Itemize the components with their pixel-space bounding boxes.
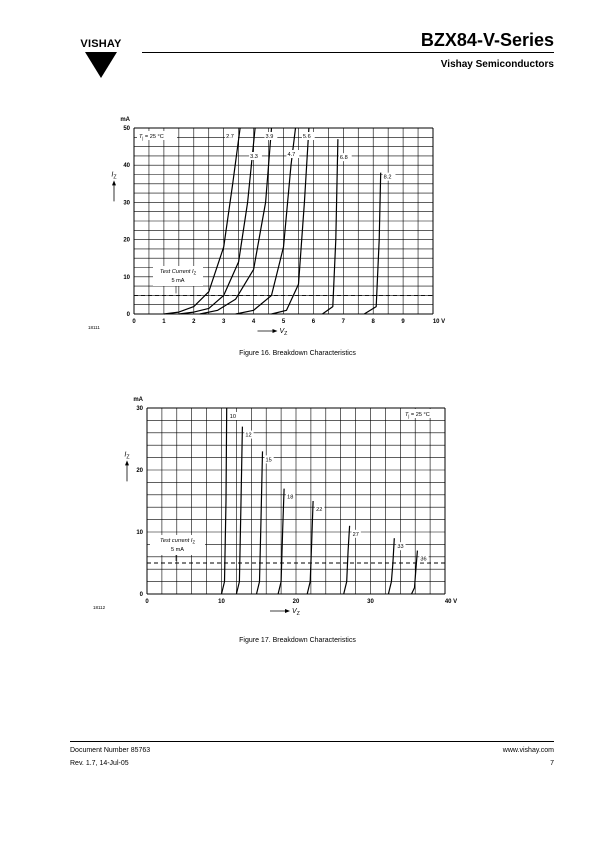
y-tick-label: 40	[123, 163, 130, 170]
breakdown-curve-12	[236, 427, 242, 594]
curve-label: 33	[397, 544, 404, 551]
curve-label: 2.7	[226, 134, 234, 140]
x-tick-label: 6	[311, 319, 316, 325]
y-tick-label: 20	[136, 468, 143, 474]
y-axis-label: $I_Z$	[111, 171, 117, 181]
curve-label: 18	[287, 494, 294, 501]
page-number: 7	[550, 760, 554, 767]
document-subtitle: Vishay Semiconductors	[440, 59, 554, 70]
figure-id-label: 18111	[88, 325, 100, 330]
x-tick-label: 1	[162, 319, 166, 325]
x-tick-label: 40 V	[444, 599, 458, 605]
curve-label: 6.8	[339, 155, 348, 162]
footer-rule	[70, 741, 554, 742]
breakdown-curve-10	[222, 408, 227, 594]
website: www.vishay.com	[502, 747, 554, 754]
curve-label: 10	[229, 414, 236, 420]
breakdown-curve-15	[257, 451, 263, 594]
x-tick-label: 5	[281, 319, 286, 325]
y-axis-label: $I_Z$	[124, 451, 130, 461]
x-tick-label: 10	[218, 599, 225, 605]
figure-id-label: 18112	[93, 605, 106, 610]
y-tick-label: 30	[123, 200, 130, 207]
x-tick-label: 20	[292, 599, 300, 605]
curve-label: 36	[420, 556, 427, 563]
y-tick-label: 10	[123, 274, 130, 281]
curve-label: 3.9	[265, 134, 274, 140]
document-number: Document Number 85763	[70, 747, 151, 754]
x-tick-label: 7	[341, 319, 345, 325]
x-tick-label: 4	[251, 319, 256, 325]
document-title: BZX84-V-Series	[420, 30, 554, 50]
breakdown-curve-36	[412, 551, 418, 594]
curve-label: 27	[352, 531, 359, 538]
breakdown-curve-27	[344, 526, 350, 594]
x-tick-label: 2	[192, 319, 196, 325]
revision: Rev. 1.7, 14-Jul-05	[70, 760, 129, 767]
temperature-condition-label: $T_j = 25$ °C	[405, 412, 430, 419]
curve-label: 15	[265, 457, 272, 464]
x-tick-label: 3	[222, 319, 226, 325]
test-current-value: 5 mA	[170, 547, 185, 553]
temperature-condition-label: $T_j = 25$ °C	[139, 134, 164, 141]
y-tick-label: 10	[136, 530, 143, 536]
y-unit-label: mA	[133, 397, 143, 403]
curve-label: 8.2	[383, 174, 392, 181]
figure-17-caption: Figure 17. Breakdown Characteristics	[239, 637, 356, 644]
curve-label: 4.7	[287, 152, 296, 158]
test-current-label: Test Current $I_Z$	[159, 269, 197, 276]
curve-label: 3.3	[250, 154, 258, 160]
y-tick-label: 50	[123, 126, 130, 132]
x-axis-label: $V_Z$	[292, 608, 300, 618]
x-axis-arrowhead	[285, 609, 290, 613]
x-tick-label: 10 V	[432, 319, 446, 325]
test-current-value: 5 mA	[171, 278, 185, 284]
curve-label: 5.6	[302, 134, 311, 140]
x-tick-label: 0	[145, 599, 149, 605]
y-tick-label: 30	[136, 406, 143, 412]
curve-label: 12	[245, 432, 252, 439]
y-unit-label: mA	[120, 117, 130, 123]
x-tick-label: 8	[371, 319, 375, 325]
x-tick-label: 30	[367, 599, 374, 605]
y-tick-label: 0	[139, 592, 143, 598]
x-axis-label: $V_Z$	[279, 328, 288, 338]
y-tick-label: 0	[126, 312, 130, 318]
breakdown-curve-33	[388, 538, 394, 594]
y-axis-arrowhead	[125, 460, 129, 465]
test-current-label: Test current $I_Z$	[160, 538, 195, 545]
x-tick-label: 9	[401, 319, 405, 325]
curve-label: 22	[316, 507, 323, 513]
x-tick-label: 0	[132, 319, 136, 325]
logo-text: VISHAY	[80, 38, 122, 50]
y-tick-label: 20	[123, 237, 130, 244]
breakdown-curve-22	[307, 501, 313, 594]
figure-16-caption: Figure 16. Breakdown Characteristics	[239, 350, 356, 357]
